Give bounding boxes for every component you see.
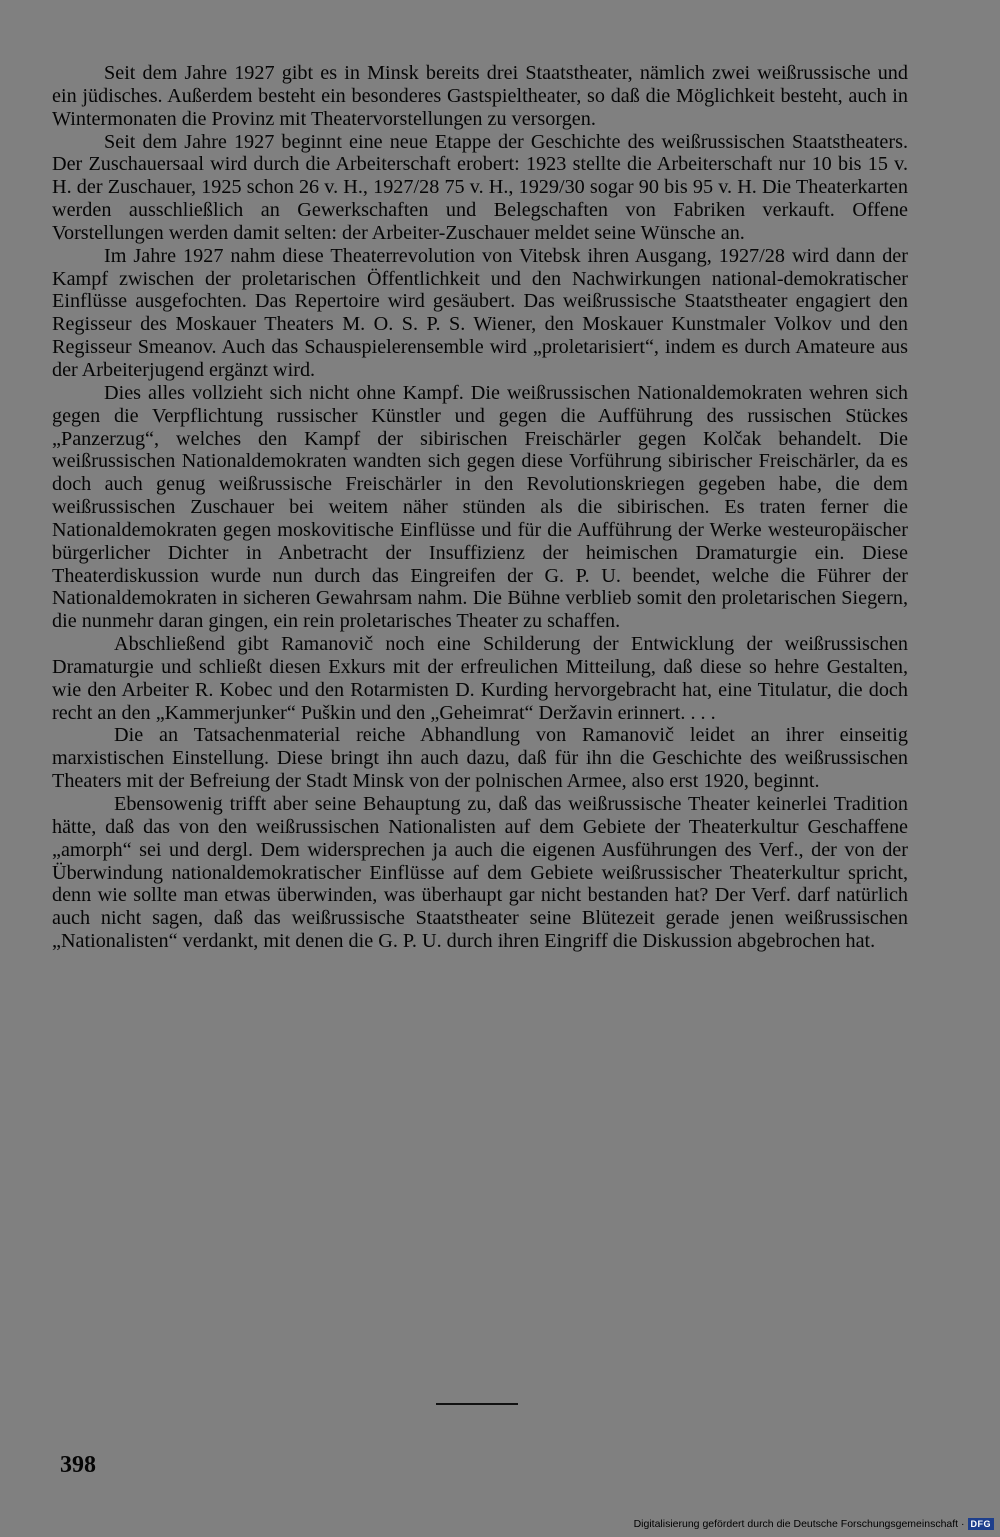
footer-text: Digitalisierung gefördert durch die Deutsche Forschungsgemeinschaft · <box>633 1518 965 1530</box>
paragraph-6: Die an Tatsachenmaterial reiche Abhandlung von Ramanovič leidet an ihrer einseitig marxistischen Einstellung. Diese bringt ihn auch dazu, daß für ihn die Geschichte des weißrussischen Theaters mit der Befreiung der Stadt Minsk von der polnischen Armee, also erst 1920, beginnt. <box>52 724 908 793</box>
dfg-logo: DFG <box>968 1518 995 1530</box>
page-number: 398 <box>60 1452 96 1478</box>
body-text <box>52 62 908 953</box>
paragraph-3: Im Jahre 1927 nahm diese Theaterrevolution von Vitebsk ihren Ausgang, 1927/28 wird dann der Kampf zwischen der proletarischen Öffentlichkeit und den Nachwirkungen national-demokratischer Einflüsse ausgefochten. Das Repertoire wird gesäubert. Das weißrussische Staatstheater engagiert den Regisseur des Moskauer Theaters M. O. S. P. S. Wiener, den Moskauer Kunstmaler Volkov und den Regisseur Smeanov. Auch das Schauspielerensemble wird „proletarisiert“, indem es durch Amateure aus der Arbeiterjugend ergänzt wird. <box>52 244 908 381</box>
paragraph-5: Abschließend gibt Ramanovič noch eine Schilderung der Entwicklung der weißrussischen Dramaturgie und schließt diesen Exkurs mit der erfreulichen Mitteilung, daß diese so hehre Gestalten, wie den Arbeiter R. Kobec und den Rotarmisten D. Kurding hervorgebracht hat, eine Titulatur, die doch recht an den „Kammerjunker“ Puškin und den „Geheimrat“ Deržavin erinnert. . . . <box>52 633 908 724</box>
paragraph-7: Ebensowenig trifft aber seine Behauptung zu, daß das weißrussische Theater keinerlei Tradition hätte, daß das von den weißrussischen Nationalisten auf dem Gebiete der Theaterkultur Geschaffene „amorph“ sei und dergl. Dem widersprechen ja auch die eigenen Ausführungen des Verf., der von der Überwindung nationaldemokratischer Einflüsse auf dem Gebiete weißrussischer Theaterkultur spricht, denn wie sollte man etwas überwinden, was überhaupt gar nicht bestanden hat? Der Verf. darf natürlich auch nicht sagen, daß das weißrussische Staatstheater seine Blütezeit gerade jenen weißrussischen „Nationalisten“ verdankt, mit denen die G. P. U. durch ihren Eingriff die Diskussion abgebrochen hat. <box>52 793 908 953</box>
paragraph-1: Seit dem Jahre 1927 gibt es in Minsk bereits drei Staatstheater, nämlich zwei weißrussische und ein jüdisches. Außerdem besteht ein besonderes Gastspieltheater, so daß die Möglichkeit besteht, auch in Wintermonaten die Provinz mit Theatervorstellungen zu versorgen. <box>52 62 908 130</box>
section-end-rule <box>436 1403 518 1405</box>
paragraph-2: Seit dem Jahre 1927 beginnt eine neue Etappe der Geschichte des weißrussischen Staatstheaters. Der Zuschauersaal wird durch die Arbeiterschaft erobert: 1923 stellte die Arbeiterschaft nur 10 bis 15 v. H. der Zuschauer, 1925 schon 26 v. H., 1927/28 75 v. H., 1929/30 sogar 90 bis 95 v. H. Die Theaterkarten werden ausschließlich an Gewerkschaften und Belegschaften von Fabriken verkauft. Offene Vorstellungen werden damit selten: der Arbeiter-Zuschauer meldet seine Wünsche an. <box>52 130 908 244</box>
paragraph-4: Dies alles vollzieht sich nicht ohne Kampf. Die weißrussischen Nationaldemokraten wehren sich gegen die Verpflichtung russischer Künstler und gegen die Aufführung des russischen Stückes „Panzerzug“, welches den Kampf der sibirischen Freischärler gegen Kolčak behandelt. Die weißrussischen Nationaldemokraten wandten sich gegen diese Vorführung sibirischer Freischärler, da es doch auch genug weißrussische Freischärler in den Revolutionskriegen gegeben habe, die dem weißrussischen Zuschauer bei weitem näher stünden als die sibirischen. Es traten ferner die Nationaldemokraten gegen moskovitische Einflüsse und für die Aufführung der Werke westeuropäischer bürgerlicher Dichter in Anbetracht der Insuffizienz der heimischen Dramaturgie ein. Diese Theaterdiskussion wurde nun durch das Eingreifen der G. P. U. beendet, welche die Führer der Nationaldemokraten in sicheren Gewahrsam nahm. Die Bühne verblieb somit den proletarischen Siegern, die nunmehr daran gingen, ein rein proletarisches Theater zu schaffen. <box>52 381 908 633</box>
digitization-footer <box>634 1518 994 1530</box>
